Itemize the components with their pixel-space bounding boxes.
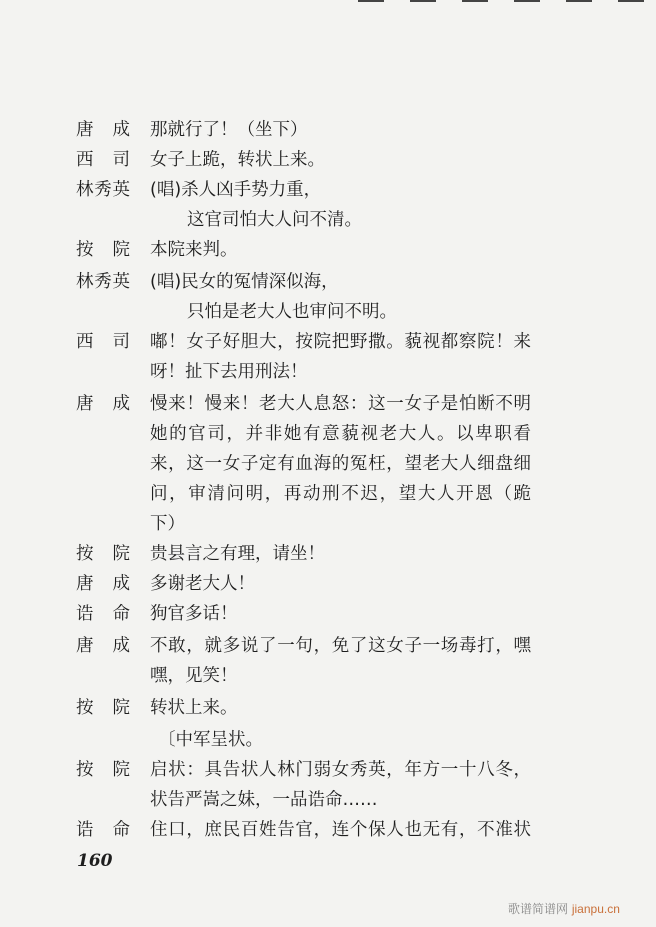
dialogue-line — [0, 572, 656, 596]
dialogue-text: 慢来！慢来！老大人息怒：这一女子是怕断不明 — [150, 394, 531, 414]
dialogue-text: 她的官司，并非她有意藐视老大人。以卑职看 — [150, 424, 531, 444]
dialogue-line — [0, 178, 656, 202]
speaker-char: 唐 — [76, 636, 94, 656]
speaker-char: 按 — [76, 240, 94, 260]
dialogue-line — [0, 542, 656, 566]
dialogue-line — [0, 482, 656, 506]
watermark-url: jianpu.cn — [571, 902, 620, 916]
speaker-char: 成 — [112, 574, 130, 594]
speaker-name — [76, 178, 130, 202]
dialogue-text: 状告严嵩之妹，一品诰命…… — [150, 790, 378, 810]
sung-verse: 这官司怕大人问不清。 — [187, 210, 362, 230]
dialogue-text: 那就行了！（坐下） — [150, 120, 308, 140]
speaker-char: 诰 — [76, 604, 94, 624]
top-mark — [514, 0, 540, 2]
dialogue-line — [0, 360, 656, 384]
dialogue-line — [0, 818, 656, 842]
dialogue-line — [0, 330, 656, 354]
dialogue-line — [0, 300, 656, 324]
dialogue-line — [0, 788, 656, 812]
dialogue-line — [0, 422, 656, 446]
dialogue-text: 转状上来。 — [150, 698, 238, 718]
dialogue-text: 呀！扯下去用刑法！ — [150, 362, 308, 382]
speaker-char: 院 — [112, 760, 130, 780]
sung-verse: 只怕是老大人也审问不明。 — [187, 302, 397, 322]
speaker-char: 林 — [76, 180, 94, 200]
speaker-name — [76, 238, 130, 262]
speaker-char: 按 — [76, 760, 94, 780]
dialogue-line — [0, 634, 656, 658]
dialogue-text: 问，审清问明，再动刑不迟，望大人开恩（跪 — [150, 484, 531, 504]
speaker-name — [76, 634, 130, 658]
dialogue-line — [0, 452, 656, 476]
dialogue-line — [0, 238, 656, 262]
speaker-char: 成 — [112, 636, 130, 656]
speaker-name — [76, 330, 130, 354]
dialogue-line — [0, 758, 656, 782]
dialogue-text: 多谢老大人！ — [150, 574, 255, 594]
dialogue-text: (唱)民女的冤情深似海， — [150, 272, 339, 292]
dialogue-text: 贵县言之有理，请坐！ — [150, 544, 325, 564]
dialogue-text: 住口，庶民百姓告官，连个保人也无有，不准状 — [150, 820, 531, 840]
speaker-char: 林 — [76, 272, 94, 292]
page-number: 160 — [77, 851, 113, 871]
dialogue-text: (唱)杀人凶手势力重， — [150, 180, 322, 200]
dialogue-line — [0, 208, 656, 232]
dialogue-line — [0, 148, 656, 172]
speaker-char: 唐 — [76, 394, 94, 414]
speaker-char: 西 — [76, 150, 94, 170]
speaker-name — [76, 542, 130, 566]
dialogue-text: 启状：具告状人林门弱女秀英，年方一十八冬， — [150, 760, 531, 780]
speaker-char: 成 — [112, 120, 130, 140]
speaker-char: 英 — [112, 180, 130, 200]
dialogue-line — [0, 602, 656, 626]
dialogue-line — [0, 118, 656, 142]
dialogue-text: 不敢，就多说了一句，免了这女子一场毒打，嘿 — [150, 636, 531, 656]
watermark — [508, 900, 620, 917]
dialogue-line — [0, 270, 656, 294]
dialogue-line — [0, 512, 656, 536]
top-mark — [410, 0, 436, 2]
speaker-char: 按 — [76, 698, 94, 718]
speaker-name — [76, 118, 130, 142]
stage-direction-text: 〔中军呈状。 — [158, 730, 263, 750]
speaker-char: 秀 — [94, 180, 112, 200]
speaker-char: 秀 — [94, 272, 112, 292]
speaker-char: 按 — [76, 544, 94, 564]
speaker-char: 诰 — [76, 820, 94, 840]
speaker-char: 司 — [112, 150, 130, 170]
top-mark — [618, 0, 644, 2]
speaker-char: 唐 — [76, 120, 94, 140]
top-mark — [566, 0, 592, 2]
speaker-char: 命 — [112, 820, 130, 840]
top-mark — [358, 0, 384, 2]
speaker-char: 院 — [112, 698, 130, 718]
dialogue-text: 狗官多话！ — [150, 604, 238, 624]
speaker-char: 成 — [112, 394, 130, 414]
speaker-name — [76, 602, 130, 626]
dialogue-line — [0, 392, 656, 416]
speaker-name — [76, 270, 130, 294]
speaker-char: 唐 — [76, 574, 94, 594]
speaker-char: 西 — [76, 332, 94, 352]
speaker-char: 院 — [112, 544, 130, 564]
dialogue-text: 女子上跪，转状上来。 — [150, 150, 325, 170]
speaker-char: 司 — [112, 332, 130, 352]
dialogue-text: 下） — [150, 514, 185, 534]
speaker-name — [76, 572, 130, 596]
dialogue-text: 本院来判。 — [150, 240, 238, 260]
dialogue-line — [0, 664, 656, 688]
dialogue-text: 嘿，见笑！ — [150, 666, 238, 686]
dialogue-text: 来，这一女子定有血海的冤枉，望老大人细盘细 — [150, 454, 531, 474]
speaker-char: 命 — [112, 604, 130, 624]
speaker-name — [76, 148, 130, 172]
top-mark — [462, 0, 488, 2]
speaker-name — [76, 818, 130, 842]
stage-direction — [0, 728, 656, 752]
dialogue-text: 嘟！女子好胆大，按院把野撒。藐视都察院！来 — [150, 332, 531, 352]
speaker-name — [76, 392, 130, 416]
speaker-name — [76, 696, 130, 720]
speaker-name — [76, 758, 130, 782]
speaker-char: 院 — [112, 240, 130, 260]
watermark-cn: 歌谱简谱网 — [508, 902, 569, 916]
speaker-char: 英 — [112, 272, 130, 292]
dialogue-line — [0, 696, 656, 720]
